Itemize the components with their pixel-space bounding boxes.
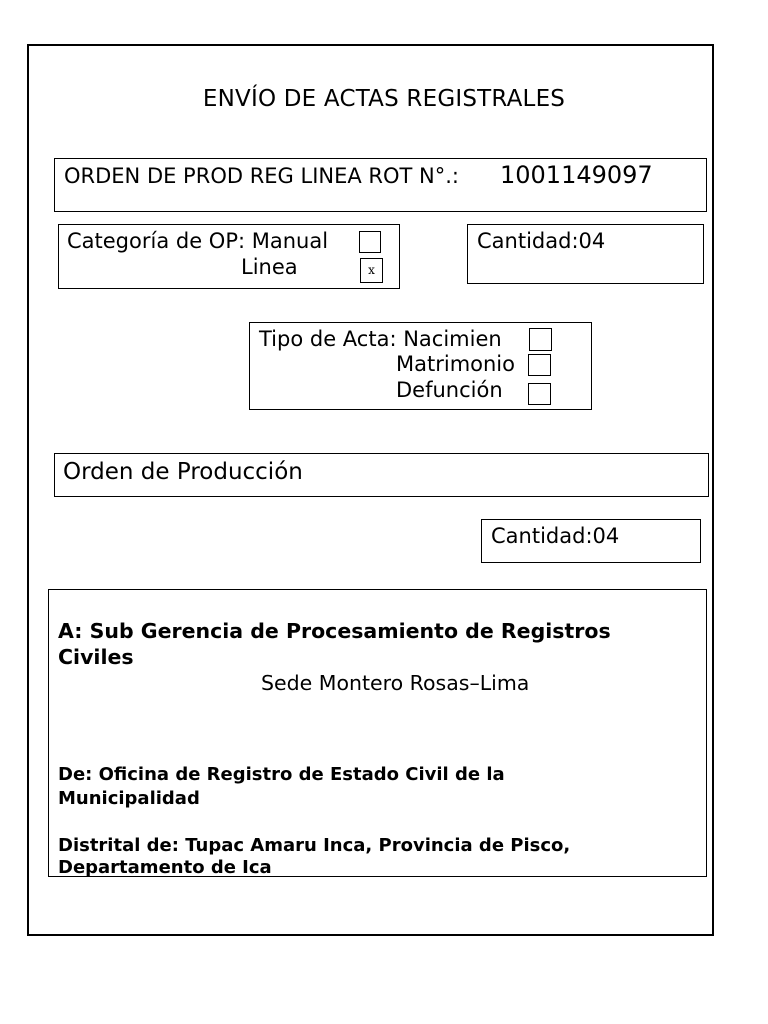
cantidad-box-1	[467, 224, 704, 284]
cantidad-value-1: Cantidad:04	[477, 229, 606, 253]
from-line-2: Municipalidad	[58, 788, 200, 809]
distrito-line-1: Distrital de: Tupac Amaru Inca, Provincia de Pisco,	[58, 835, 571, 856]
orden-produccion-box	[54, 453, 709, 497]
orden-number-label: ORDEN DE PROD REG LINEA ROT N°.:	[64, 164, 459, 188]
tipo-acta-option-matrimonio: Matrimonio	[396, 352, 515, 376]
checkbox-linea[interactable]: x	[360, 258, 383, 283]
orden-number-box	[54, 158, 707, 212]
checkbox-defuncion[interactable]	[528, 383, 551, 405]
to-line-2: Civiles	[58, 645, 134, 669]
tipo-acta-option-defuncion: Defunción	[396, 378, 503, 402]
to-line-1: A: Sub Gerencia de Procesamiento de Registros	[58, 619, 611, 643]
from-line-1: De: Oficina de Registro de Estado Civil de la	[58, 764, 505, 785]
destinatario-box	[48, 589, 707, 877]
categoria-option-linea: Linea	[241, 255, 298, 279]
checkbox-nacimiento[interactable]	[529, 328, 552, 351]
distrito-line-2: Departamento de Ica	[58, 857, 272, 877]
cantidad-value-2: Cantidad:04	[491, 524, 620, 548]
sede-line: Sede Montero Rosas–Lima	[261, 671, 530, 695]
tipo-acta-box	[249, 322, 592, 410]
tipo-acta-label: Tipo de Acta: Nacimien	[259, 327, 502, 351]
orden-produccion-label: Orden de Producción	[63, 459, 303, 485]
checkbox-manual[interactable]	[359, 231, 381, 253]
document-title: ENVÍO DE ACTAS REGISTRALES	[202, 86, 566, 112]
categoria-box	[58, 224, 400, 289]
checkbox-matrimonio[interactable]	[528, 354, 551, 376]
orden-number-value: 1001149097	[500, 161, 653, 189]
cantidad-box-2	[481, 519, 701, 563]
categoria-label: Categoría de OP: Manual	[67, 229, 329, 253]
